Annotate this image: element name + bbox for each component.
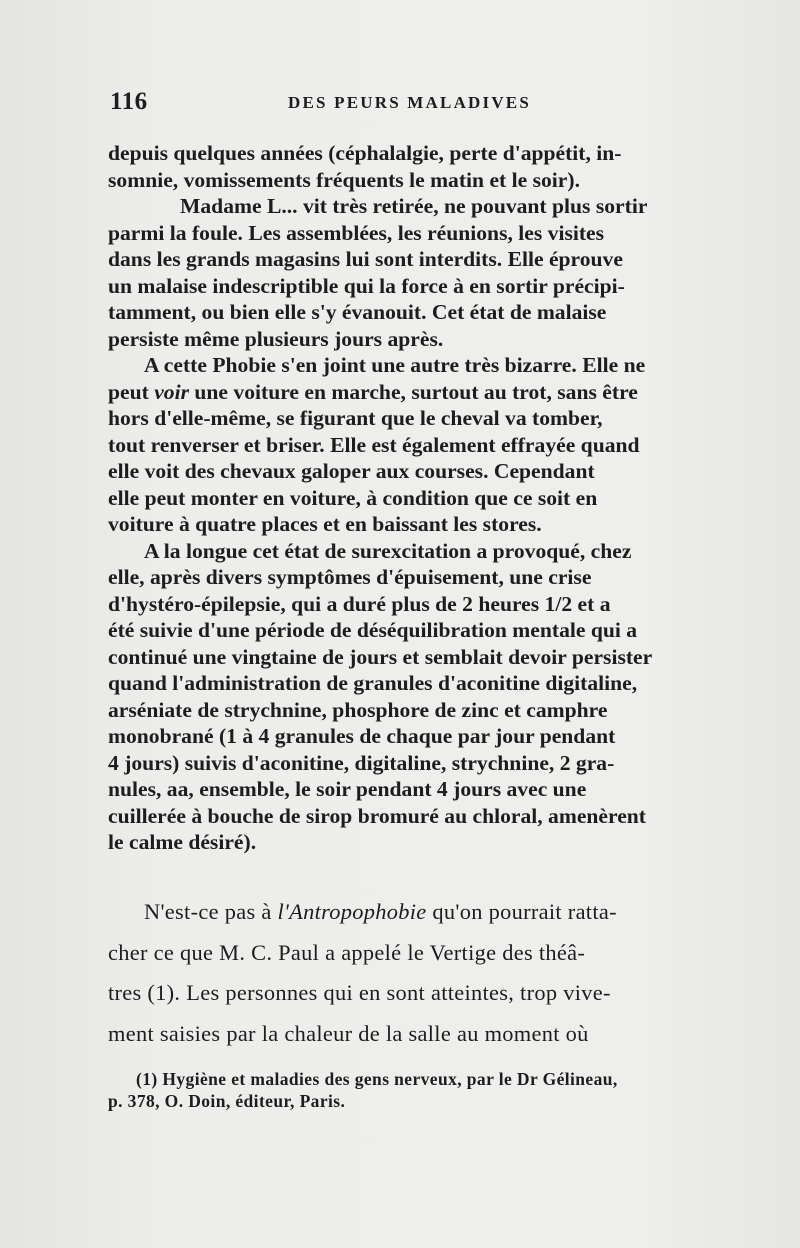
text-line: monobrané (1 à 4 granules de chaque par jour pendant xyxy=(108,724,616,748)
text-line: le calme désiré). xyxy=(108,830,257,854)
footnote-line: p. 378, O. Doin, éditeur, Paris. xyxy=(108,1091,346,1111)
running-title: DES PEURS MALADIVES xyxy=(288,93,532,112)
text-line: tout renverser et briser. Elle est également effrayée quand xyxy=(108,432,640,457)
body-text-section-2 xyxy=(108,892,748,1054)
page-number: 116 xyxy=(110,88,148,115)
text-line: hors d'elle-même, se figurant que le cheval va tomber, xyxy=(108,406,603,430)
text-line: nules, aa, ensemble, le soir pendant 4 jours avec une xyxy=(108,777,587,801)
body-text xyxy=(108,140,748,856)
text-line: arséniate de strychnine, phosphore de zinc et camphre xyxy=(108,697,608,722)
text-line xyxy=(108,379,748,406)
text-line: 4 jours) suivis d'aconitine, digitaline, strychnine, 2 gra- xyxy=(108,750,615,775)
text-line: depuis quelques années (céphalalgie, perte d'appétit, in- xyxy=(108,141,622,165)
text-line: elle, après divers symptômes d'épuisement, une crise xyxy=(108,565,592,589)
text-line: été suivie d'une période de déséquilibration mentale qui a xyxy=(108,618,638,642)
text-line: Madame L... vit très retirée, ne pouvant plus sortir xyxy=(180,194,648,218)
text-line: cher ce que M. C. Paul a appelé le Vertige des théâ- xyxy=(108,939,586,965)
text-line: continué une vingtaine de jours et semblait devoir persister xyxy=(108,644,653,669)
text-line: elle voit des chevaux galoper aux courses. Cependant xyxy=(108,459,595,483)
italic-term: l'Antropophobie xyxy=(277,899,427,924)
italic-word: voir xyxy=(154,379,189,404)
text-fragment: N'est-ce pas à xyxy=(144,899,272,924)
footnote xyxy=(108,1068,748,1112)
text-line: somnie, vomissements fréquents le matin et le soir). xyxy=(108,167,580,192)
text-line: voiture à quatre places et en baissant les stores. xyxy=(108,512,542,536)
text-line: tres (1). Les personnes qui en sont atteintes, trop vive- xyxy=(108,980,611,1005)
text-fragment: peut xyxy=(108,379,149,404)
text-line: elle peut monter en voiture, à condition que ce soit en xyxy=(108,485,598,510)
text-line: dans les grands magasins lui sont interdits. Elle éprouve xyxy=(108,247,623,271)
text-line xyxy=(108,892,748,933)
text-line: cuillerée à bouche de sirop bromuré au chloral, amenèrent xyxy=(108,803,646,828)
text-line: un malaise indescriptible qui la force à en sortir précipi- xyxy=(108,273,625,298)
text-line: A la longue cet état de surexcitation a provoqué, chez xyxy=(144,538,632,563)
text-line: ment saisies par la chaleur de la salle au moment où xyxy=(108,1020,589,1046)
page-header xyxy=(108,88,748,118)
text-line: quand l'administration de granules d'aconitine digitaline, xyxy=(108,671,638,695)
footnote-line: (1) Hygiène et maladies des gens nerveux, par le Dr Gélineau, xyxy=(136,1069,618,1089)
text-line: persiste même plusieurs jours après. xyxy=(108,326,444,351)
text-fragment: qu'on pourrait ratta- xyxy=(432,899,617,924)
text-line: d'hystéro-épilepsie, qui a duré plus de 2 heures 1/2 et a xyxy=(108,591,611,616)
text-line: A cette Phobie s'en joint une autre très bizarre. Elle ne xyxy=(144,353,646,377)
text-fragment: une voiture en marche, surtout au trot, sans être xyxy=(194,379,638,404)
text-line: parmi la foule. Les assemblées, les réunions, les visites xyxy=(108,220,605,245)
text-line: tamment, ou bien elle s'y évanouit. Cet état de malaise xyxy=(108,300,607,324)
